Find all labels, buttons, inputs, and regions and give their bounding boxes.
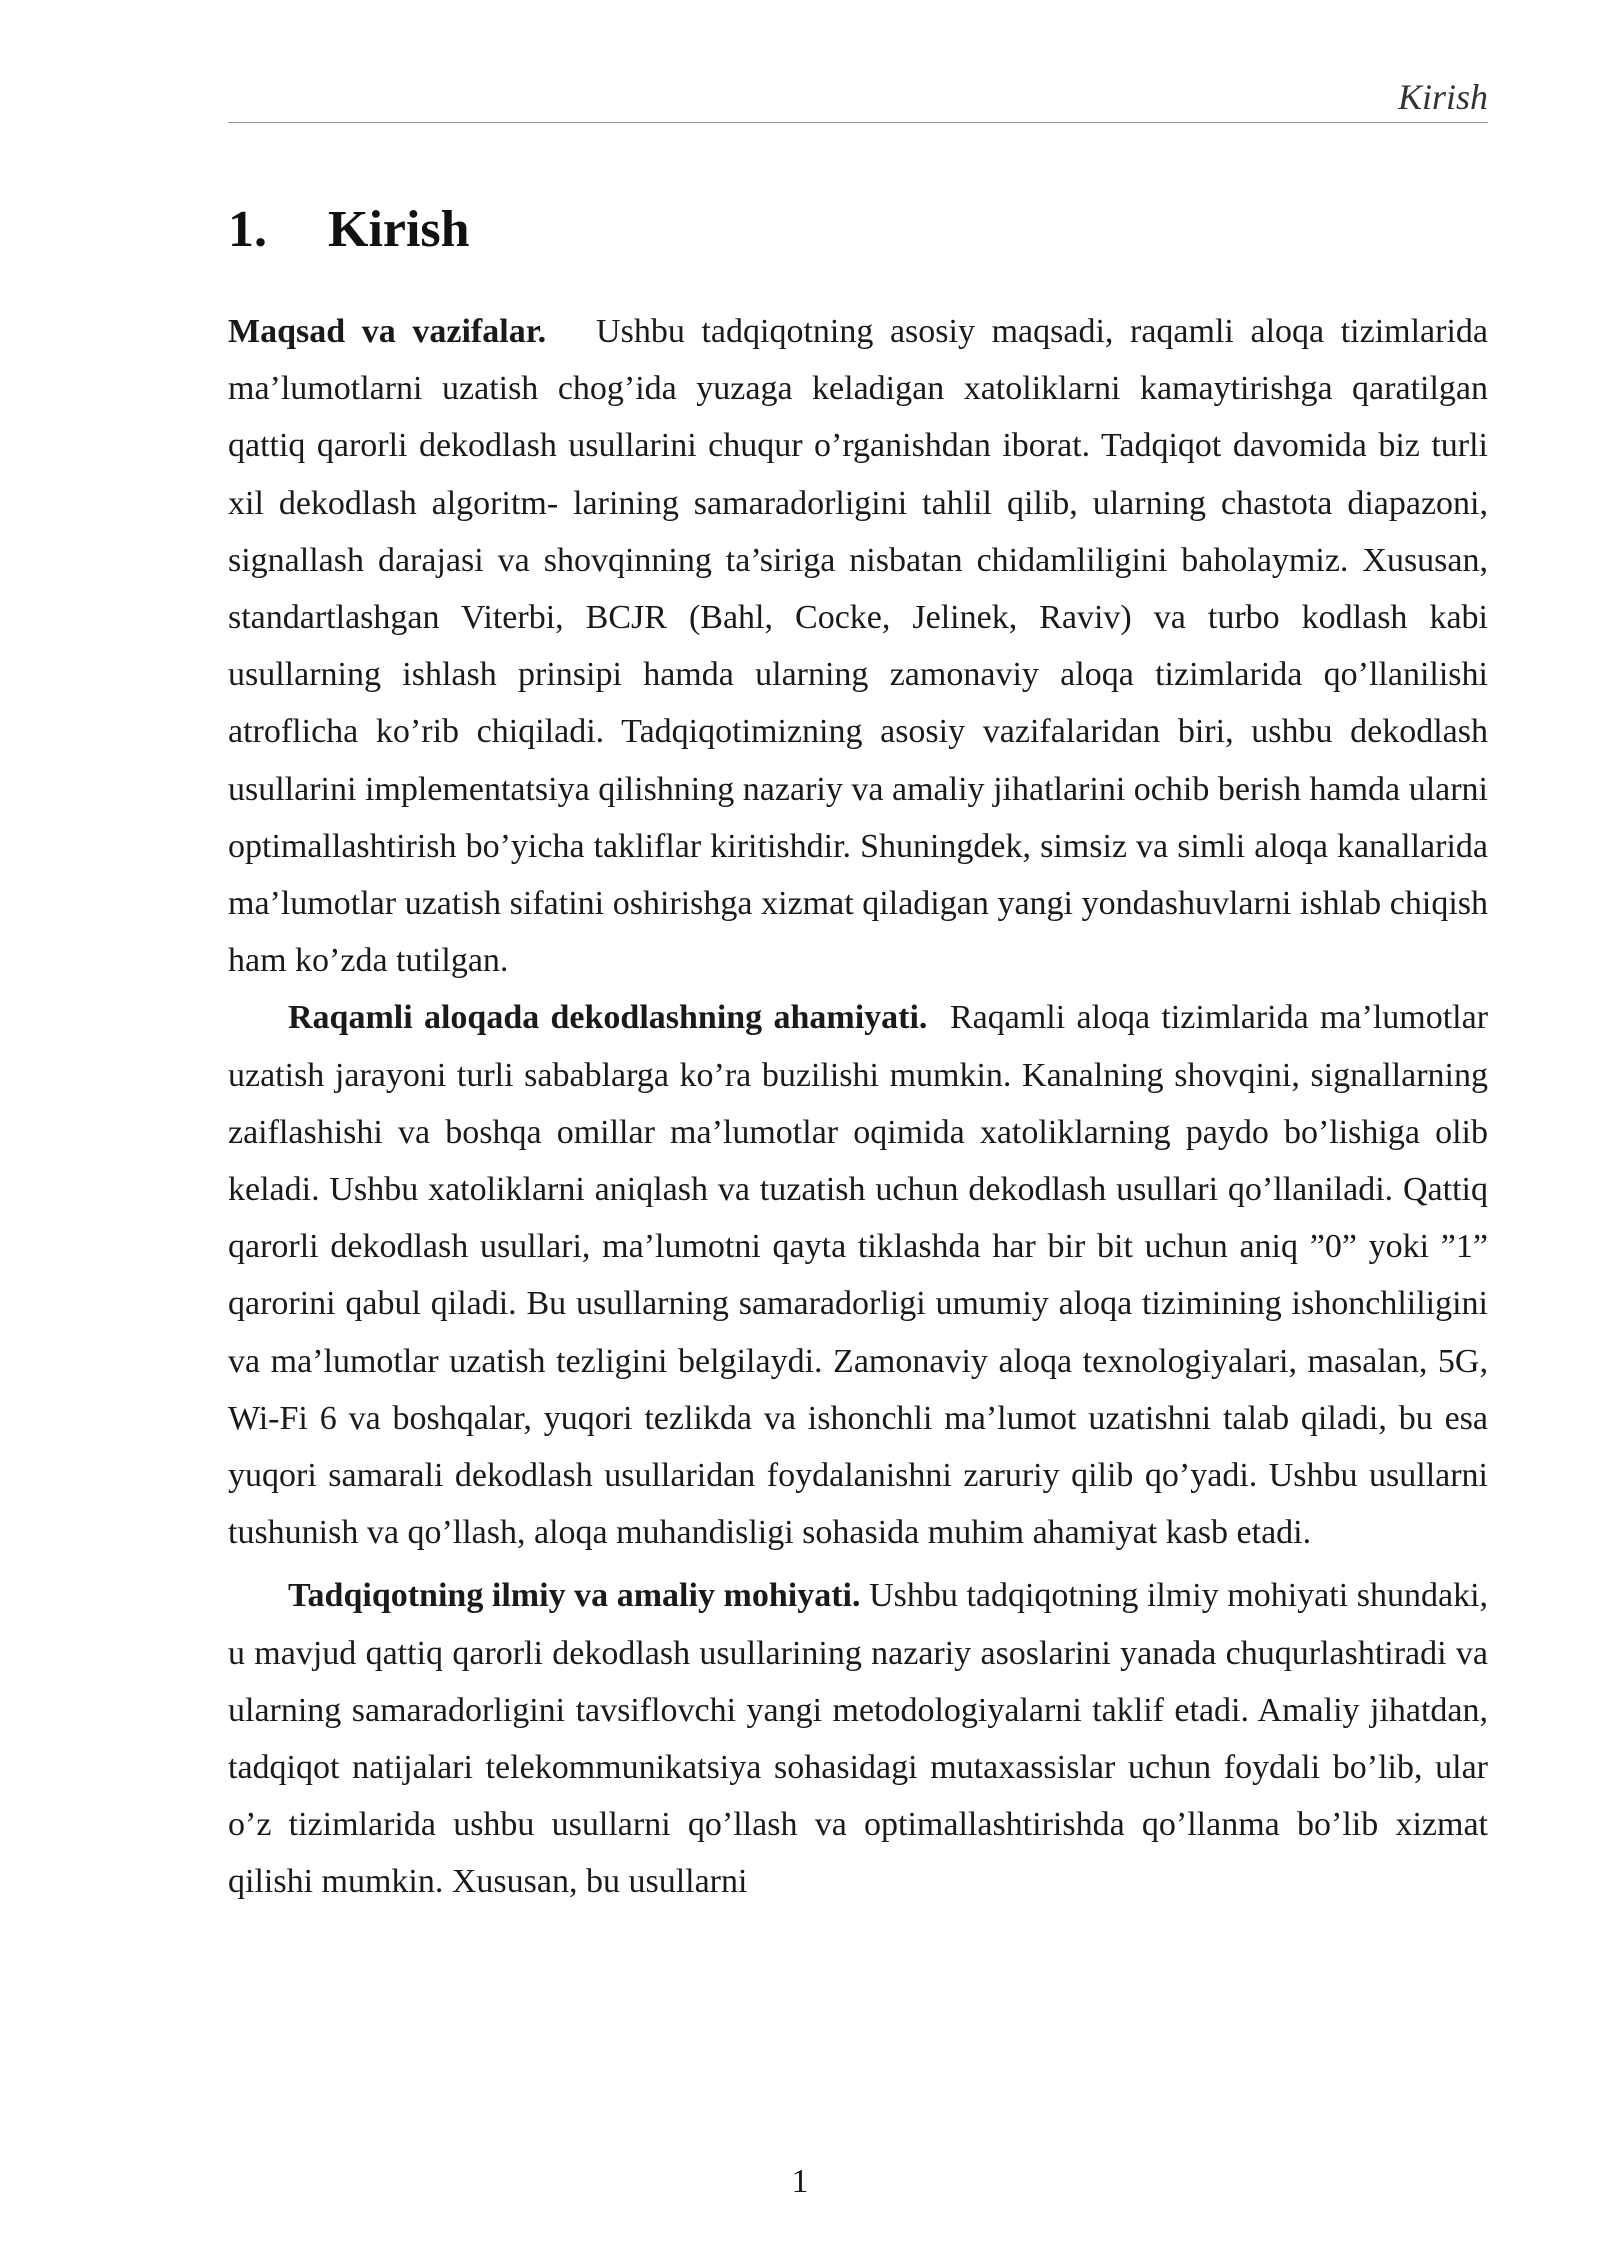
- paragraph-significance: [228, 1567, 1488, 1910]
- paragraph-goals: [228, 303, 1488, 989]
- section-number: 1.: [228, 201, 267, 258]
- page-number: 1: [791, 2163, 809, 2200]
- body-text: [228, 303, 1488, 1911]
- section-title-text: Kirish: [328, 201, 470, 258]
- section-title: [228, 195, 470, 265]
- paragraph-lead: Raqamli aloqada dekodlashning ahamiyati.: [288, 999, 928, 1037]
- paragraph-lead: Tadqiqotning ilmiy va amaliy mohiyati.: [288, 1577, 861, 1615]
- paragraph-text: Ushbu tadqiqotning ilmiy mohiyati shundaki, u mavjud qattiq qarorli dekodlash usullarining nazariy asoslarini yanada chuqurlashtiradi va ularning samaradorligini tavsiflovchi yangi metodologiyalarni taklif etadi. Amaliy jihatdan, tadqiqot natijalari telekommunikatsiya sohasidagi mutaxassislar uchun foydali bo’lib, ular o’z tizimlarida ushbu usullarni qo’llash va optimallashtirishda qo’llanma bo’lib xizmat qilishi mumkin. Xususan, bu usullarni: [228, 1577, 1489, 1901]
- running-head: Kirish: [1397, 77, 1488, 117]
- header-rule: [228, 122, 1488, 123]
- paragraph-importance: [228, 989, 1488, 1561]
- paragraph-lead: Maqsad va vazifalar.: [228, 313, 547, 350]
- paragraph-text: Ushbu tadqiqotning asosiy maqsadi, raqamli aloqa tizimlarida ma’lumotlarni uzatish chog’ida yuzaga keladigan xatoliklarni kamaytirishga qaratilgan qattiq qarorli dekodlash usullarini chuqur o’rganishdan iborat. Tadqiqot davomida biz turli xil dekodlash algoritm- larining samaradorligini tahlil qilib, ularning chastota diapazoni, signallash darajasi va shovqinning ta’siriga nisbatan chidamliligini baholaymiz. Xususan, standartlashgan Viterbi, BCJR (Bahl, Cocke, Jelinek, Raviv) va turbo kodlash kabi usullarning ishlash prinsipi hamda ularning zamonaviy aloqa tizimlarida qo’llanilishi atroflicha ko’rib chiqiladi. Tadqiqotimizning asosiy vazifalaridan biri, ushbu dekodlash usullarini implementatsiya qilishning nazariy va amaliy jihatlarini ochib berish hamda ularni optimallashtirish bo’yicha takliflar kiritishdir. Shuningdek, simsiz va simli aloqa kanallarida ma’lumotlar uzatish sifatini oshirishga xizmat qiladigan yangi yondashuvlarni ishlab chiqish ham ko’zda tutilgan.: [228, 313, 1488, 980]
- paragraph-text: Raqamli aloqa tizimlarida ma’lumotlar uzatish jarayoni turli sabablarga ko’ra buzilishi mumkin. Kanalning shovqini, signallarning zaiflashishi va boshqa omillar ma’lumotlar oqimida xatoliklarning paydo bo’lishiga olib keladi. Ushbu xatoliklarni aniqlash va tuzatish uchun dekodlash usullari qo’llaniladi. Qattiq qarorli dekodlash usullari, ma’lumotni qayta tiklashda har bir bit uchun aniq ”0” yoki ”1” qarorini qabul qiladi. Bu usullarning samaradorligi umumiy aloqa tizimining ishonchliligini va ma’lumotlar uzatish tezligini belgilaydi. Zamonaviy aloqa texnologiyalari, masalan, 5G, Wi-Fi 6 va boshqalar, yuqori tezlikda va ishonchli ma’lumot uzatishni talab qiladi, bu esa yuqori samarali dekodlash usullaridan foydalanishni zaruriy qilib qo’yadi. Ushbu usullarni tushunish va qo’llash, aloqa muhandisligi sohasida muhim ahamiyat kasb etadi.: [228, 999, 1489, 1552]
